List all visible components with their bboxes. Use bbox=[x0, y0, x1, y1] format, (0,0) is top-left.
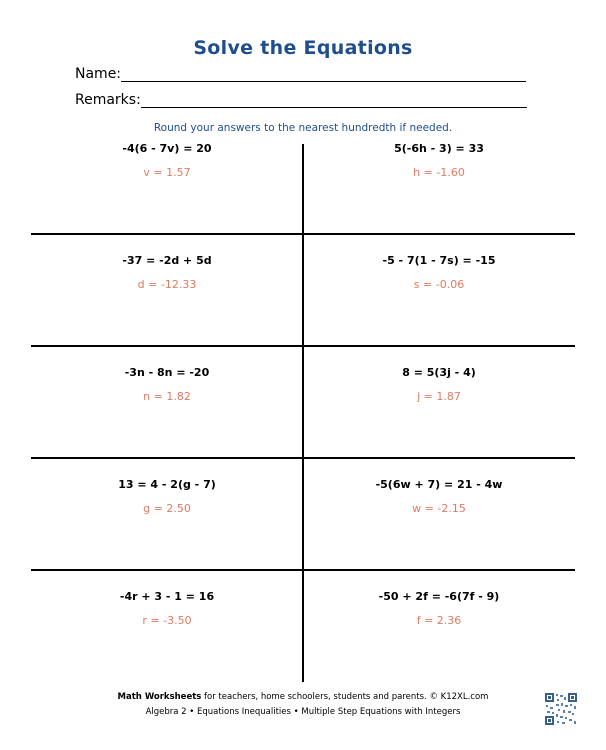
problem-cell bbox=[31, 141, 303, 180]
answer: n = 1.82 bbox=[143, 390, 191, 403]
answer: v = 1.57 bbox=[143, 166, 191, 179]
problem-cell bbox=[31, 589, 303, 628]
problem-cell bbox=[31, 477, 303, 516]
footer-brand: Math Worksheets bbox=[117, 692, 202, 702]
answer: h = -1.60 bbox=[413, 166, 465, 179]
problem-cell bbox=[303, 477, 575, 516]
equation: -37 = -2d + 5d bbox=[122, 254, 212, 267]
problem-cell bbox=[303, 589, 575, 628]
remarks-field bbox=[75, 92, 527, 108]
grid-row-divider bbox=[31, 457, 575, 459]
answer: w = -2.15 bbox=[412, 502, 466, 515]
problem-cell bbox=[303, 141, 575, 180]
footer-line-1 bbox=[0, 692, 606, 702]
equation: -5 - 7(1 - 7s) = -15 bbox=[382, 254, 496, 267]
name-field bbox=[75, 66, 526, 82]
equation: -50 + 2f = -6(7f - 9) bbox=[378, 590, 500, 603]
equation: -4r + 3 - 1 = 16 bbox=[119, 590, 215, 603]
answer: d = -12.33 bbox=[137, 278, 197, 291]
equation: 8 = 5(3j - 4) bbox=[402, 366, 476, 379]
answer: r = -3.50 bbox=[142, 614, 192, 627]
equation: 13 = 4 - 2(g - 7) bbox=[118, 478, 216, 491]
equation: -3n - 8n = -20 bbox=[124, 366, 210, 379]
answer: s = -0.06 bbox=[413, 278, 465, 291]
equation: 5(-6h - 3) = 33 bbox=[394, 142, 484, 155]
footer-text: for teachers, home schoolers, students and parents. © K12XL.com bbox=[201, 692, 489, 702]
problem-cell bbox=[303, 365, 575, 404]
grid-row-divider bbox=[31, 569, 575, 571]
qr-code-icon bbox=[545, 693, 577, 725]
answer: f = 2.36 bbox=[416, 614, 462, 627]
answer: g = 2.50 bbox=[143, 502, 191, 515]
equation: -5(6w + 7) = 21 - 4w bbox=[375, 478, 503, 491]
name-line bbox=[121, 67, 526, 82]
problem-cell bbox=[31, 253, 303, 292]
remarks-label: Remarks: bbox=[75, 92, 141, 108]
instructions: Round your answers to the nearest hundredth if needed. bbox=[153, 122, 453, 134]
footer-line-2: Algebra 2 • Equations Inequalities • Multiple Step Equations with Integers bbox=[145, 707, 461, 717]
problem-cell bbox=[31, 365, 303, 404]
answer: j = 1.87 bbox=[417, 390, 461, 403]
problem-cell bbox=[303, 253, 575, 292]
grid-row-divider bbox=[31, 233, 575, 235]
remarks-line bbox=[141, 93, 527, 108]
equation: -4(6 - 7v) = 20 bbox=[122, 142, 212, 155]
grid-row-divider bbox=[31, 345, 575, 347]
name-label: Name: bbox=[75, 66, 122, 82]
page-title: Solve the Equations bbox=[193, 37, 413, 59]
